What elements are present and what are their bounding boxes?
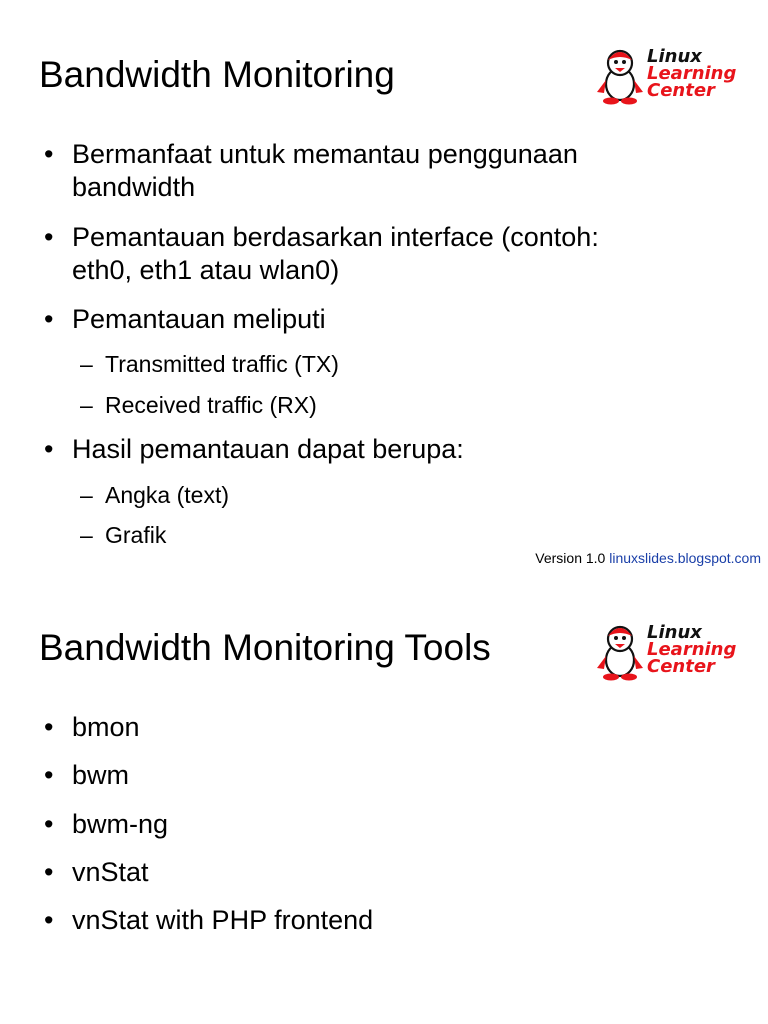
logo-line-linux: Linux (647, 46, 702, 67)
tux-penguin-icon (594, 46, 646, 106)
list-item-text: Pemantauan meliputi (72, 304, 326, 334)
dash-marker: – (80, 351, 93, 377)
logo-line-learning: Learning (647, 63, 737, 84)
dash-marker: – (80, 482, 93, 508)
bullet-marker: • (44, 760, 54, 790)
list-item-text: Transmitted traffic (TX) (105, 351, 339, 377)
list-item-text: vnStat with PHP frontend (72, 905, 374, 935)
list-item-line: eth0, eth1 atau wlan0) (72, 255, 340, 285)
list-item-text: bwm-ng (72, 809, 169, 839)
logo-line-linux: Linux (647, 622, 702, 643)
list-item-line: bandwidth (72, 172, 196, 202)
linux-learning-center-logo (594, 622, 758, 682)
tux-penguin-icon (594, 622, 646, 682)
list-item-text: bmon (72, 712, 140, 742)
logo-line-learning: Learning (647, 639, 737, 660)
bullet-marker: • (44, 712, 54, 742)
slide-title: Bandwidth Monitoring Tools (39, 627, 491, 668)
linux-learning-center-logo (594, 46, 758, 106)
dash-marker: – (80, 392, 93, 418)
bullet-marker: • (44, 304, 54, 334)
list-item-text: Grafik (105, 522, 167, 548)
list-item-line: Bermanfaat untuk memantau penggunaan (72, 139, 578, 169)
slide-title: Bandwidth Monitoring (39, 54, 395, 95)
list-item-text: vnStat (72, 857, 149, 887)
blog-link[interactable]: linuxslides.blogspot.com (609, 550, 761, 566)
bullet-marker: • (44, 857, 54, 887)
logo-line-center: Center (647, 80, 715, 101)
dash-marker: – (80, 522, 93, 548)
bullet-marker: • (44, 905, 54, 935)
bullet-marker: • (44, 139, 54, 169)
slide-footer (535, 549, 761, 567)
logo-wordmark (647, 624, 736, 675)
list-item-text (72, 221, 599, 287)
list-item-line: Pemantauan berdasarkan interface (contoh: (72, 222, 599, 252)
bullet-marker: • (44, 809, 54, 839)
logo-line-center: Center (647, 656, 715, 677)
logo-wordmark (647, 48, 736, 99)
version-label: Version 1.0 (535, 550, 606, 566)
bullet-marker: • (44, 434, 54, 464)
list-item-text (72, 138, 578, 204)
slide-bandwidth-monitoring-tools (0, 600, 768, 1024)
list-item-text: Received traffic (RX) (105, 392, 317, 418)
list-item-text: Hasil pemantauan dapat berupa: (72, 434, 464, 464)
list-item-text: bwm (72, 760, 130, 790)
list-item-text: Angka (text) (105, 482, 229, 508)
bullet-marker: • (44, 222, 54, 252)
